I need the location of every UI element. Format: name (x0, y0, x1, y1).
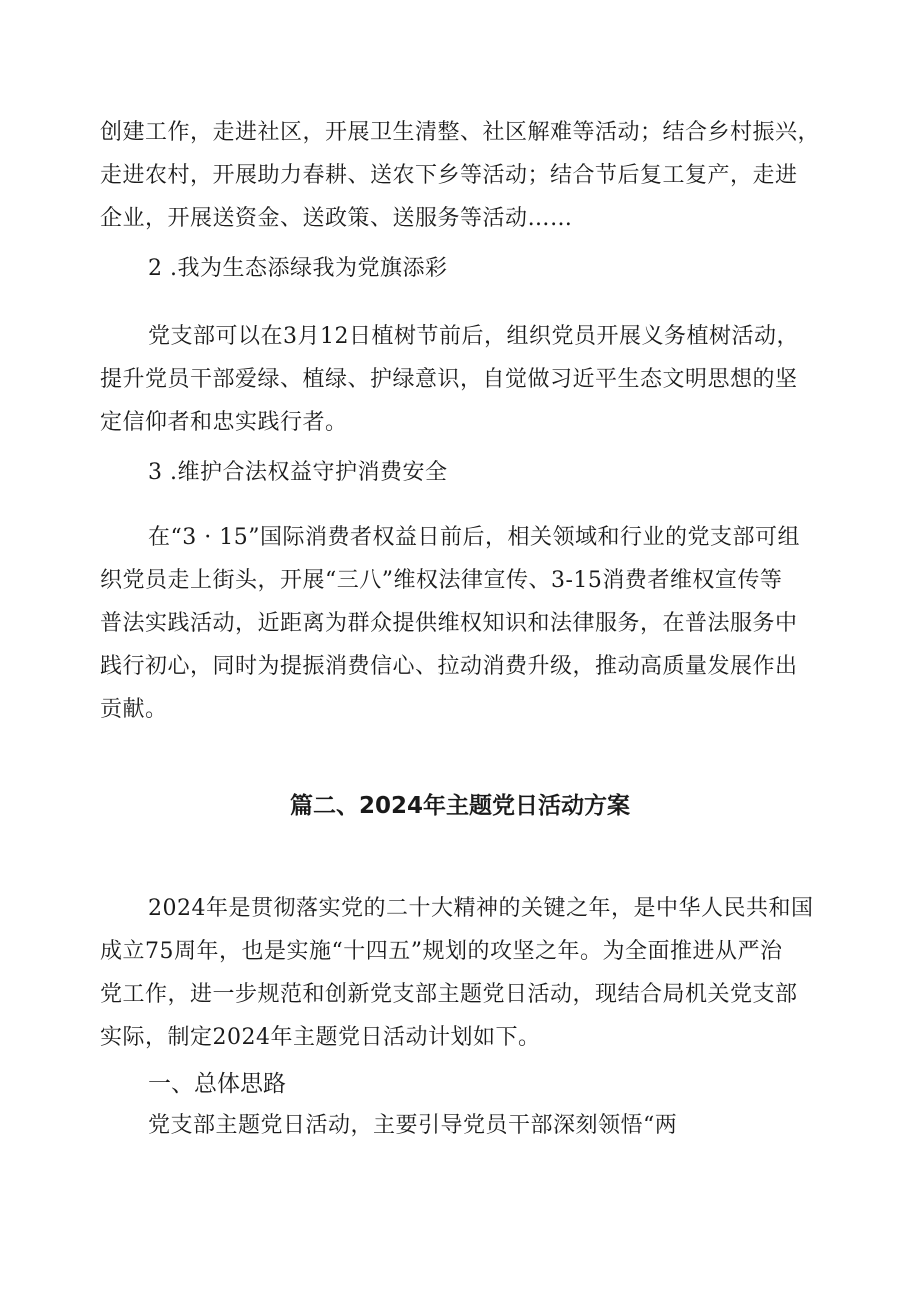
paragraph-line: 在“3 · 15”国际消费者权益日前后，相关领域和行业的党支部可组 (148, 525, 800, 550)
paragraph-line: 提升党员干部爱绿、植绿、护绿意识，自觉做习近平生态文明思想的坚 (100, 367, 798, 392)
paragraph-line: 成立75周年，也是实施“十四五”规划的攻坚之年。为全面推进从严治 (100, 939, 783, 964)
subheading-overall-approach: 一、总体思路 (148, 1071, 286, 1097)
paragraph-line: 党支部主题党日活动，主要引导党员干部深刻领悟“两 (148, 1113, 678, 1138)
item-3-title: 3 .维护合法权益守护消费安全 (148, 460, 448, 485)
paragraph-line: 织党员走上街头，开展“三八”维权法律宣传、3-15消费者维权宣传等 (100, 568, 783, 593)
section-heading: 篇二、2024年主题党日活动方案 (289, 793, 630, 819)
paragraph-line: 普法实践活动，近距离为群众提供维权知识和法律服务，在普法服务中 (100, 611, 798, 636)
paragraph-line: 党工作，进一步规范和创新党支部主题党日活动，现结合局机关党支部 (100, 982, 798, 1007)
paragraph-line: 党支部可以在3月12日植树节前后，组织党员开展义务植树活动， (148, 324, 799, 349)
paragraph-line: 实际，制定2024年主题党日活动计划如下。 (100, 1025, 541, 1050)
paragraph-line: 2024年是贯彻落实党的二十大精神的关键之年，是中华人民共和国 (148, 896, 814, 921)
item-2-title: 2 .我为生态添绿我为党旗添彩 (148, 256, 448, 281)
paragraph-line: 创建工作，走进社区，开展卫生清整、社区解难等活动；结合乡村振兴， (100, 120, 821, 145)
paragraph-line: 贡献。 (100, 697, 168, 722)
paragraph-line: 定信仰者和忠实践行者。 (100, 410, 348, 435)
paragraph-line: 践行初心，同时为提振消费信心、拉动消费升级，推动高质量发展作出 (100, 654, 798, 679)
paragraph-line: 走进农村，开展助力春耕、送农下乡等活动；结合节后复工复产，走进 (100, 163, 798, 188)
paragraph-line: 企业，开展送资金、送政策、送服务等活动…… (100, 206, 573, 231)
